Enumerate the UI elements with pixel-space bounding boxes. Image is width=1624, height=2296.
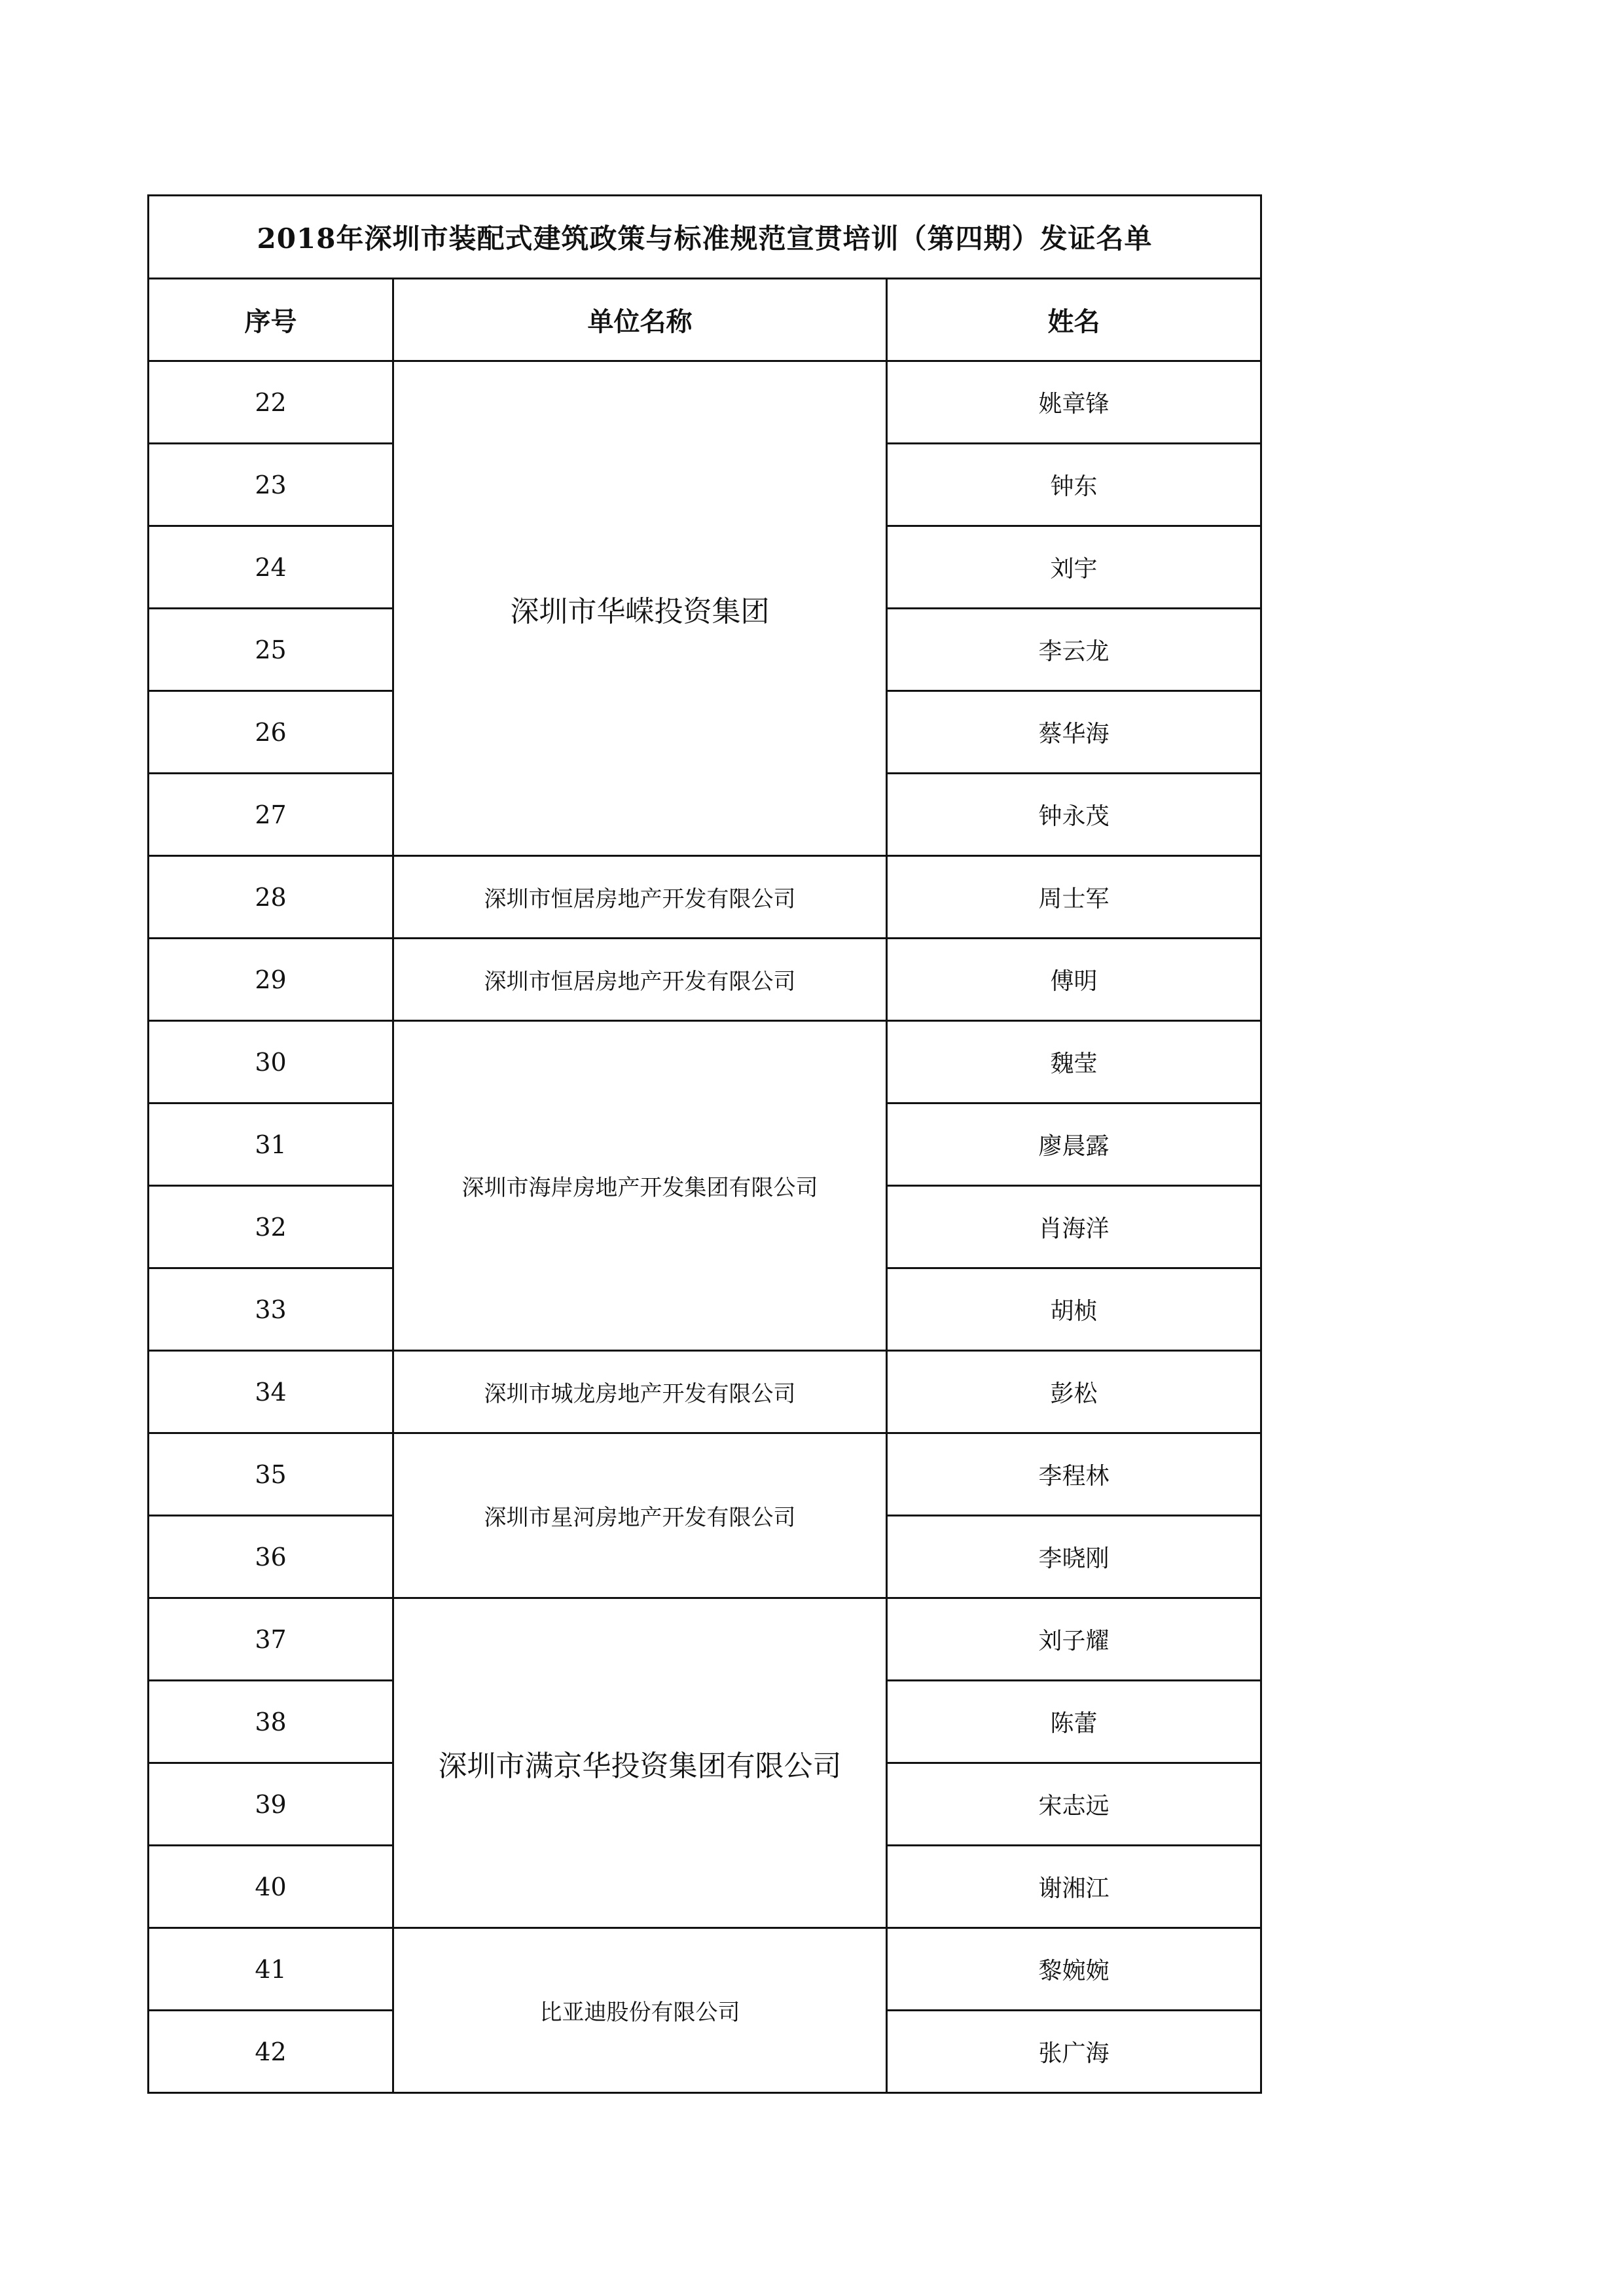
title-row	[149, 196, 1261, 279]
table-row	[149, 1928, 1261, 2011]
header-unit: 单位名称	[393, 279, 887, 361]
person-name-cell: 姚章锋	[887, 361, 1261, 444]
person-name-cell: 肖海洋	[887, 1186, 1261, 1268]
person-name-cell: 宋志远	[887, 1763, 1261, 1846]
unit-cell: 深圳市恒居房地产开发有限公司	[393, 856, 887, 939]
header-row	[149, 279, 1261, 361]
certificate-table	[147, 194, 1262, 2094]
seq-cell: 34	[149, 1351, 393, 1433]
seq-cell: 40	[149, 1846, 393, 1928]
person-name-cell: 傅明	[887, 939, 1261, 1021]
seq-cell: 26	[149, 691, 393, 774]
unit-cell: 深圳市星河房地产开发有限公司	[393, 1433, 887, 1598]
header-seq: 序号	[149, 279, 393, 361]
seq-cell: 25	[149, 609, 393, 691]
seq-cell: 29	[149, 939, 393, 1021]
seq-cell: 31	[149, 1103, 393, 1186]
table-row	[149, 361, 1261, 444]
table-row	[149, 1433, 1261, 1516]
table-row	[149, 1598, 1261, 1681]
unit-cell: 深圳市满京华投资集团有限公司	[393, 1598, 887, 1928]
seq-cell: 41	[149, 1928, 393, 2011]
table-row	[149, 856, 1261, 939]
seq-cell: 33	[149, 1268, 393, 1351]
person-name-cell: 刘宇	[887, 526, 1261, 609]
table-row	[149, 1021, 1261, 1103]
certificate-list-sheet	[147, 194, 1260, 2094]
seq-cell: 22	[149, 361, 393, 444]
person-name-cell: 廖晨露	[887, 1103, 1261, 1186]
person-name-cell: 彭松	[887, 1351, 1261, 1433]
document-title: 2018年深圳市装配式建筑政策与标准规范宣贯培训（第四期）发证名单	[149, 196, 1261, 279]
table-row	[149, 1351, 1261, 1433]
person-name-cell: 谢湘江	[887, 1846, 1261, 1928]
person-name-cell: 李云龙	[887, 609, 1261, 691]
person-name-cell: 刘子耀	[887, 1598, 1261, 1681]
seq-cell: 35	[149, 1433, 393, 1516]
seq-cell: 23	[149, 444, 393, 526]
header-name: 姓名	[887, 279, 1261, 361]
person-name-cell: 张广海	[887, 2011, 1261, 2093]
person-name-cell: 钟东	[887, 444, 1261, 526]
person-name-cell: 胡桢	[887, 1268, 1261, 1351]
person-name-cell: 魏莹	[887, 1021, 1261, 1103]
seq-cell: 42	[149, 2011, 393, 2093]
person-name-cell: 黎婉婉	[887, 1928, 1261, 2011]
person-name-cell: 钟永茂	[887, 774, 1261, 856]
person-name-cell: 蔡华海	[887, 691, 1261, 774]
seq-cell: 32	[149, 1186, 393, 1268]
seq-cell: 36	[149, 1516, 393, 1598]
seq-cell: 39	[149, 1763, 393, 1846]
seq-cell: 30	[149, 1021, 393, 1103]
seq-cell: 37	[149, 1598, 393, 1681]
seq-cell: 24	[149, 526, 393, 609]
person-name-cell: 陈蕾	[887, 1681, 1261, 1763]
unit-cell: 比亚迪股份有限公司	[393, 1928, 887, 2093]
table-row	[149, 939, 1261, 1021]
seq-cell: 27	[149, 774, 393, 856]
unit-cell: 深圳市华嵘投资集团	[393, 361, 887, 856]
person-name-cell: 周士军	[887, 856, 1261, 939]
seq-cell: 38	[149, 1681, 393, 1763]
unit-cell: 深圳市海岸房地产开发集团有限公司	[393, 1021, 887, 1351]
person-name-cell: 李晓刚	[887, 1516, 1261, 1598]
unit-cell: 深圳市恒居房地产开发有限公司	[393, 939, 887, 1021]
person-name-cell: 李程林	[887, 1433, 1261, 1516]
unit-cell: 深圳市城龙房地产开发有限公司	[393, 1351, 887, 1433]
seq-cell: 28	[149, 856, 393, 939]
table-body	[149, 196, 1261, 2093]
